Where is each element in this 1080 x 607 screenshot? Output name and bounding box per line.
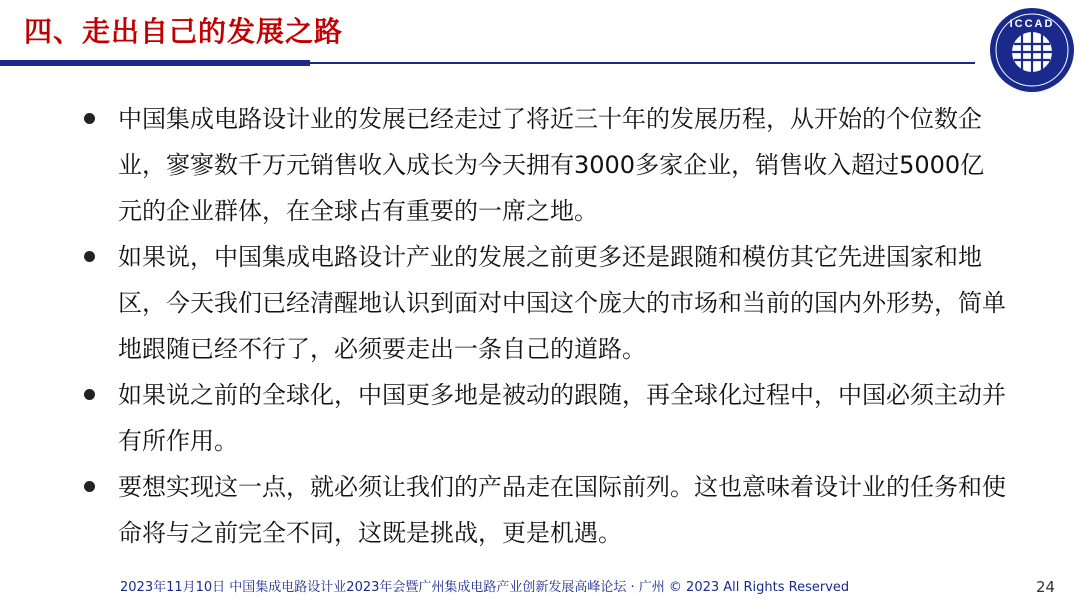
iccad-logo-icon xyxy=(988,6,1076,94)
title-underline-thin xyxy=(310,62,975,64)
list-item xyxy=(78,234,1008,372)
slide-footer: 2023年11月10日 中国集成电路设计业2023年会暨广州集成电路产业创新发展高峰论坛 · 广州 © 2023 All Rights Reserved xyxy=(120,580,850,595)
title-underline-thick xyxy=(0,60,310,66)
bullet-text: 中国集成电路设计业的发展已经走过了将近三十年的发展历程，从开始的个位数企业，寥寥数千万元销售收入成长为今天拥有3000多家企业，销售收入超过5000亿元的企业群体，在全球占有重要的一席之地。 xyxy=(118,105,985,225)
page-number: 24 xyxy=(1036,578,1056,596)
bullet-dot-icon xyxy=(84,481,95,492)
list-item xyxy=(78,464,1008,556)
slide-title: 四、走出自己的发展之路 xyxy=(24,15,344,48)
logo-text: ICCAD xyxy=(1009,18,1055,30)
bullet-text: 要想实现这一点，就必须让我们的产品走在国际前列。这也意味着设计业的任务和使命将与之前完全不同，这既是挑战，更是机遇。 xyxy=(118,473,1006,547)
bullet-dot-icon xyxy=(84,113,95,124)
bullet-list xyxy=(78,96,1008,556)
bullet-dot-icon xyxy=(84,389,95,400)
bullet-dot-icon xyxy=(84,251,95,262)
list-item xyxy=(78,96,1008,234)
list-item xyxy=(78,372,1008,464)
bullet-text: 如果说之前的全球化，中国更多地是被动的跟随，再全球化过程中，中国必须主动并有所作用。 xyxy=(118,381,1006,455)
bullet-text: 如果说，中国集成电路设计产业的发展之前更多还是跟随和模仿其它先进国家和地区，今天我们已经清醒地认识到面对中国这个庞大的市场和当前的国内外形势，简单地跟随已经不行了，必须要走出一条自己的道路。 xyxy=(118,243,1006,363)
